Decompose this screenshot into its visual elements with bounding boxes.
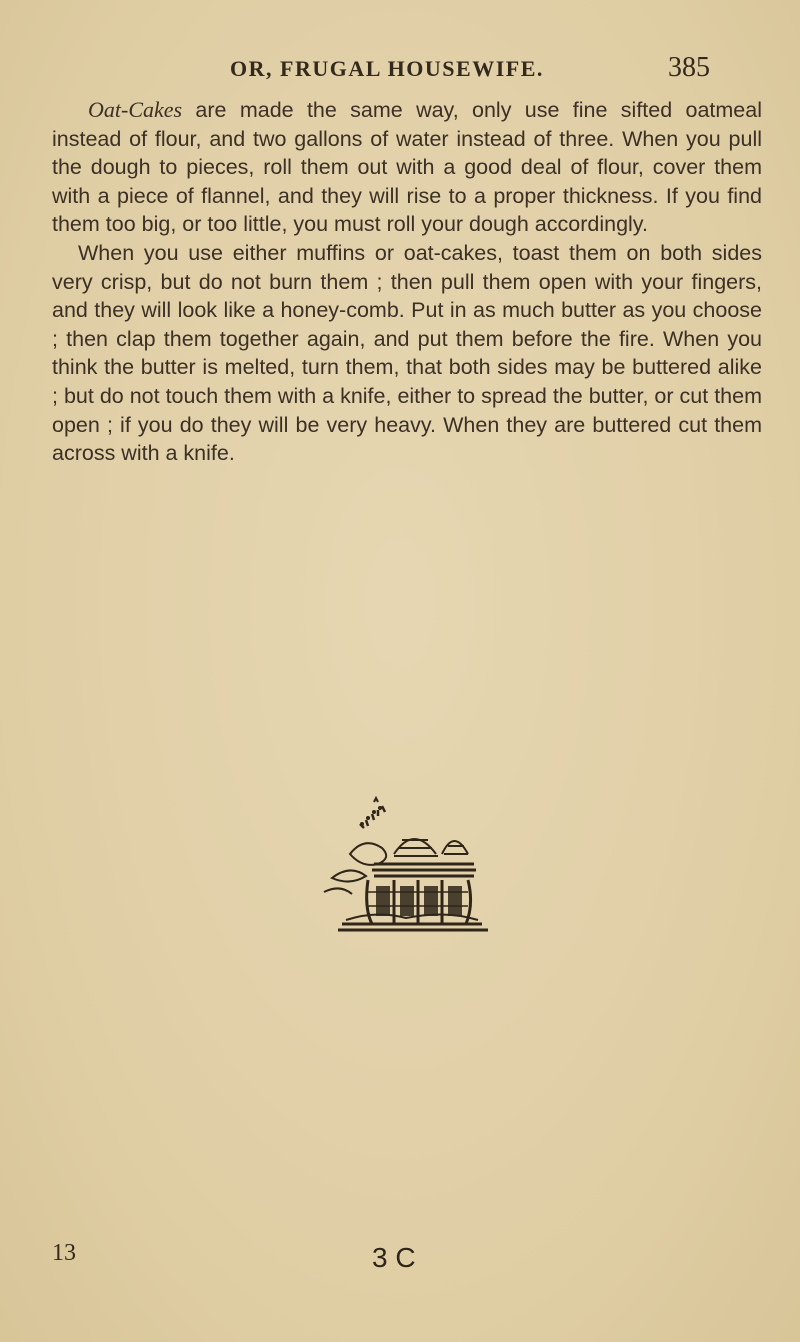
paragraph-text: are made the same way, only use fine sifted oatmeal instead of flour, and two gallons of water instead of three. When you pull the dough to pieces, roll them out with a good deal of flour, cover them with a piece of flannel, and they will rise to a proper thickness. If you find them too big, or too little, you must roll your dough accordingly. xyxy=(52,98,762,237)
signature-number: 13 xyxy=(52,1240,76,1266)
paragraph-text: When you use either muffins or oat-cakes, toast them on both sides very crisp, but do not burn them ; then pull them open with your fingers, and they will look like a honey-comb. Put in as much butter as you choose ; then clap them together again, and put them before the fire. When you think the butter is melted, turn them, that both sides may be buttered alike ; but do not touch them with a knife, either to spread the butter, or cut them open ; if you do they will be very heavy. When they are buttered cut them across with a knife. xyxy=(52,240,762,466)
paragraph-oat-cakes xyxy=(52,96,762,239)
running-title: OR, FRUGAL HOUSEWIFE. xyxy=(230,56,544,81)
paragraph-toasting xyxy=(52,239,762,468)
recipe-title: Oat-Cakes xyxy=(88,97,183,122)
page-number: 385 xyxy=(668,52,710,83)
recipe-text xyxy=(52,96,762,468)
beehive-ornament-icon xyxy=(302,796,508,936)
running-header xyxy=(0,50,800,90)
signature-mark: 3 C xyxy=(372,1242,416,1273)
